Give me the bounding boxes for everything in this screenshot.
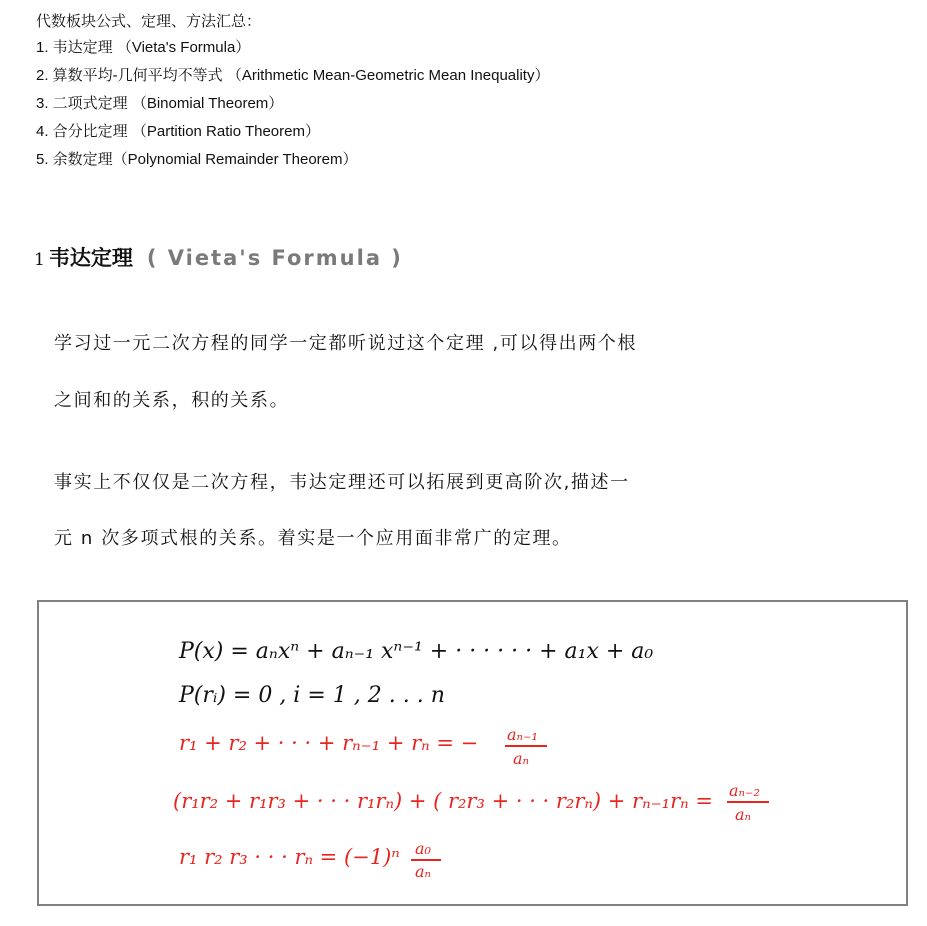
paragraph-line: 元 n 次多项式根的关系。着实是一个应用面非常广的定理。 bbox=[54, 528, 572, 549]
formula-sum-of-roots: r₁ + r₂ + · · · + rₙ₋₁ + rₙ = − bbox=[179, 731, 479, 755]
toc-item: 3. 二项式定理 （Binomial Theorem） bbox=[36, 95, 284, 112]
handwritten-formulas bbox=[39, 602, 906, 904]
formula-product-numerator: a₀ bbox=[415, 839, 431, 858]
formula-roots: P(rᵢ) = 0 , i = 1 , 2 . . . n bbox=[179, 683, 445, 708]
toc-item: 4. 合分比定理 （Partition Ratio Theorem） bbox=[36, 123, 320, 140]
toc-title: 代数板块公式、定理、方法汇总： bbox=[36, 12, 262, 30]
formula-sum-numerator: aₙ₋₁ bbox=[507, 725, 538, 744]
formula-box bbox=[37, 600, 908, 906]
fraction-bar bbox=[411, 859, 441, 861]
section-heading bbox=[34, 242, 403, 272]
section-title-en: ( Vieta's Formula ) bbox=[146, 246, 403, 270]
formula-pairwise-numerator: aₙ₋₂ bbox=[729, 781, 760, 800]
formula-product-denominator: aₙ bbox=[415, 862, 432, 881]
paragraph-line: 事实上不仅仅是二次方程，韦达定理还可以拓展到更高阶次,描述一 bbox=[54, 472, 630, 493]
formula-sum-denominator: aₙ bbox=[513, 749, 530, 768]
paragraph-line: 学习过一元二次方程的同学一定都听说过这个定理 ,可以得出两个根 bbox=[54, 333, 638, 354]
toc-list bbox=[36, 38, 549, 178]
toc-item: 2. 算数平均-几何平均不等式 （Arithmetic Mean-Geometric Mean Inequality） bbox=[36, 67, 550, 84]
toc-item: 1. 韦达定理 （Vieta's Formula） bbox=[36, 39, 251, 56]
fraction-bar bbox=[727, 801, 769, 803]
section-title-cn: 韦达定理 bbox=[48, 246, 133, 270]
formula-pairwise-denominator: aₙ bbox=[735, 805, 752, 824]
formula-pairwise-products: (r₁r₂ + r₁r₃ + · · · r₁rₙ) + ( r₂r₃ + · · · r₂rₙ) + rₙ₋₁rₙ = bbox=[173, 789, 713, 813]
formula-product-of-roots: r₁ r₂ r₃ · · · rₙ = (−1)ⁿ bbox=[179, 845, 400, 869]
fraction-bar bbox=[505, 745, 547, 747]
toc-item: 5. 余数定理（Polynomial Remainder Theorem） bbox=[36, 151, 358, 168]
formula-polynomial: P(x) = aₙxⁿ + aₙ₋₁ xⁿ⁻¹ + · · · · · · + a₁x + a₀ bbox=[179, 639, 654, 664]
section-number: 1 bbox=[34, 250, 45, 270]
paragraph-line: 之间和的关系，积的关系。 bbox=[54, 390, 290, 411]
